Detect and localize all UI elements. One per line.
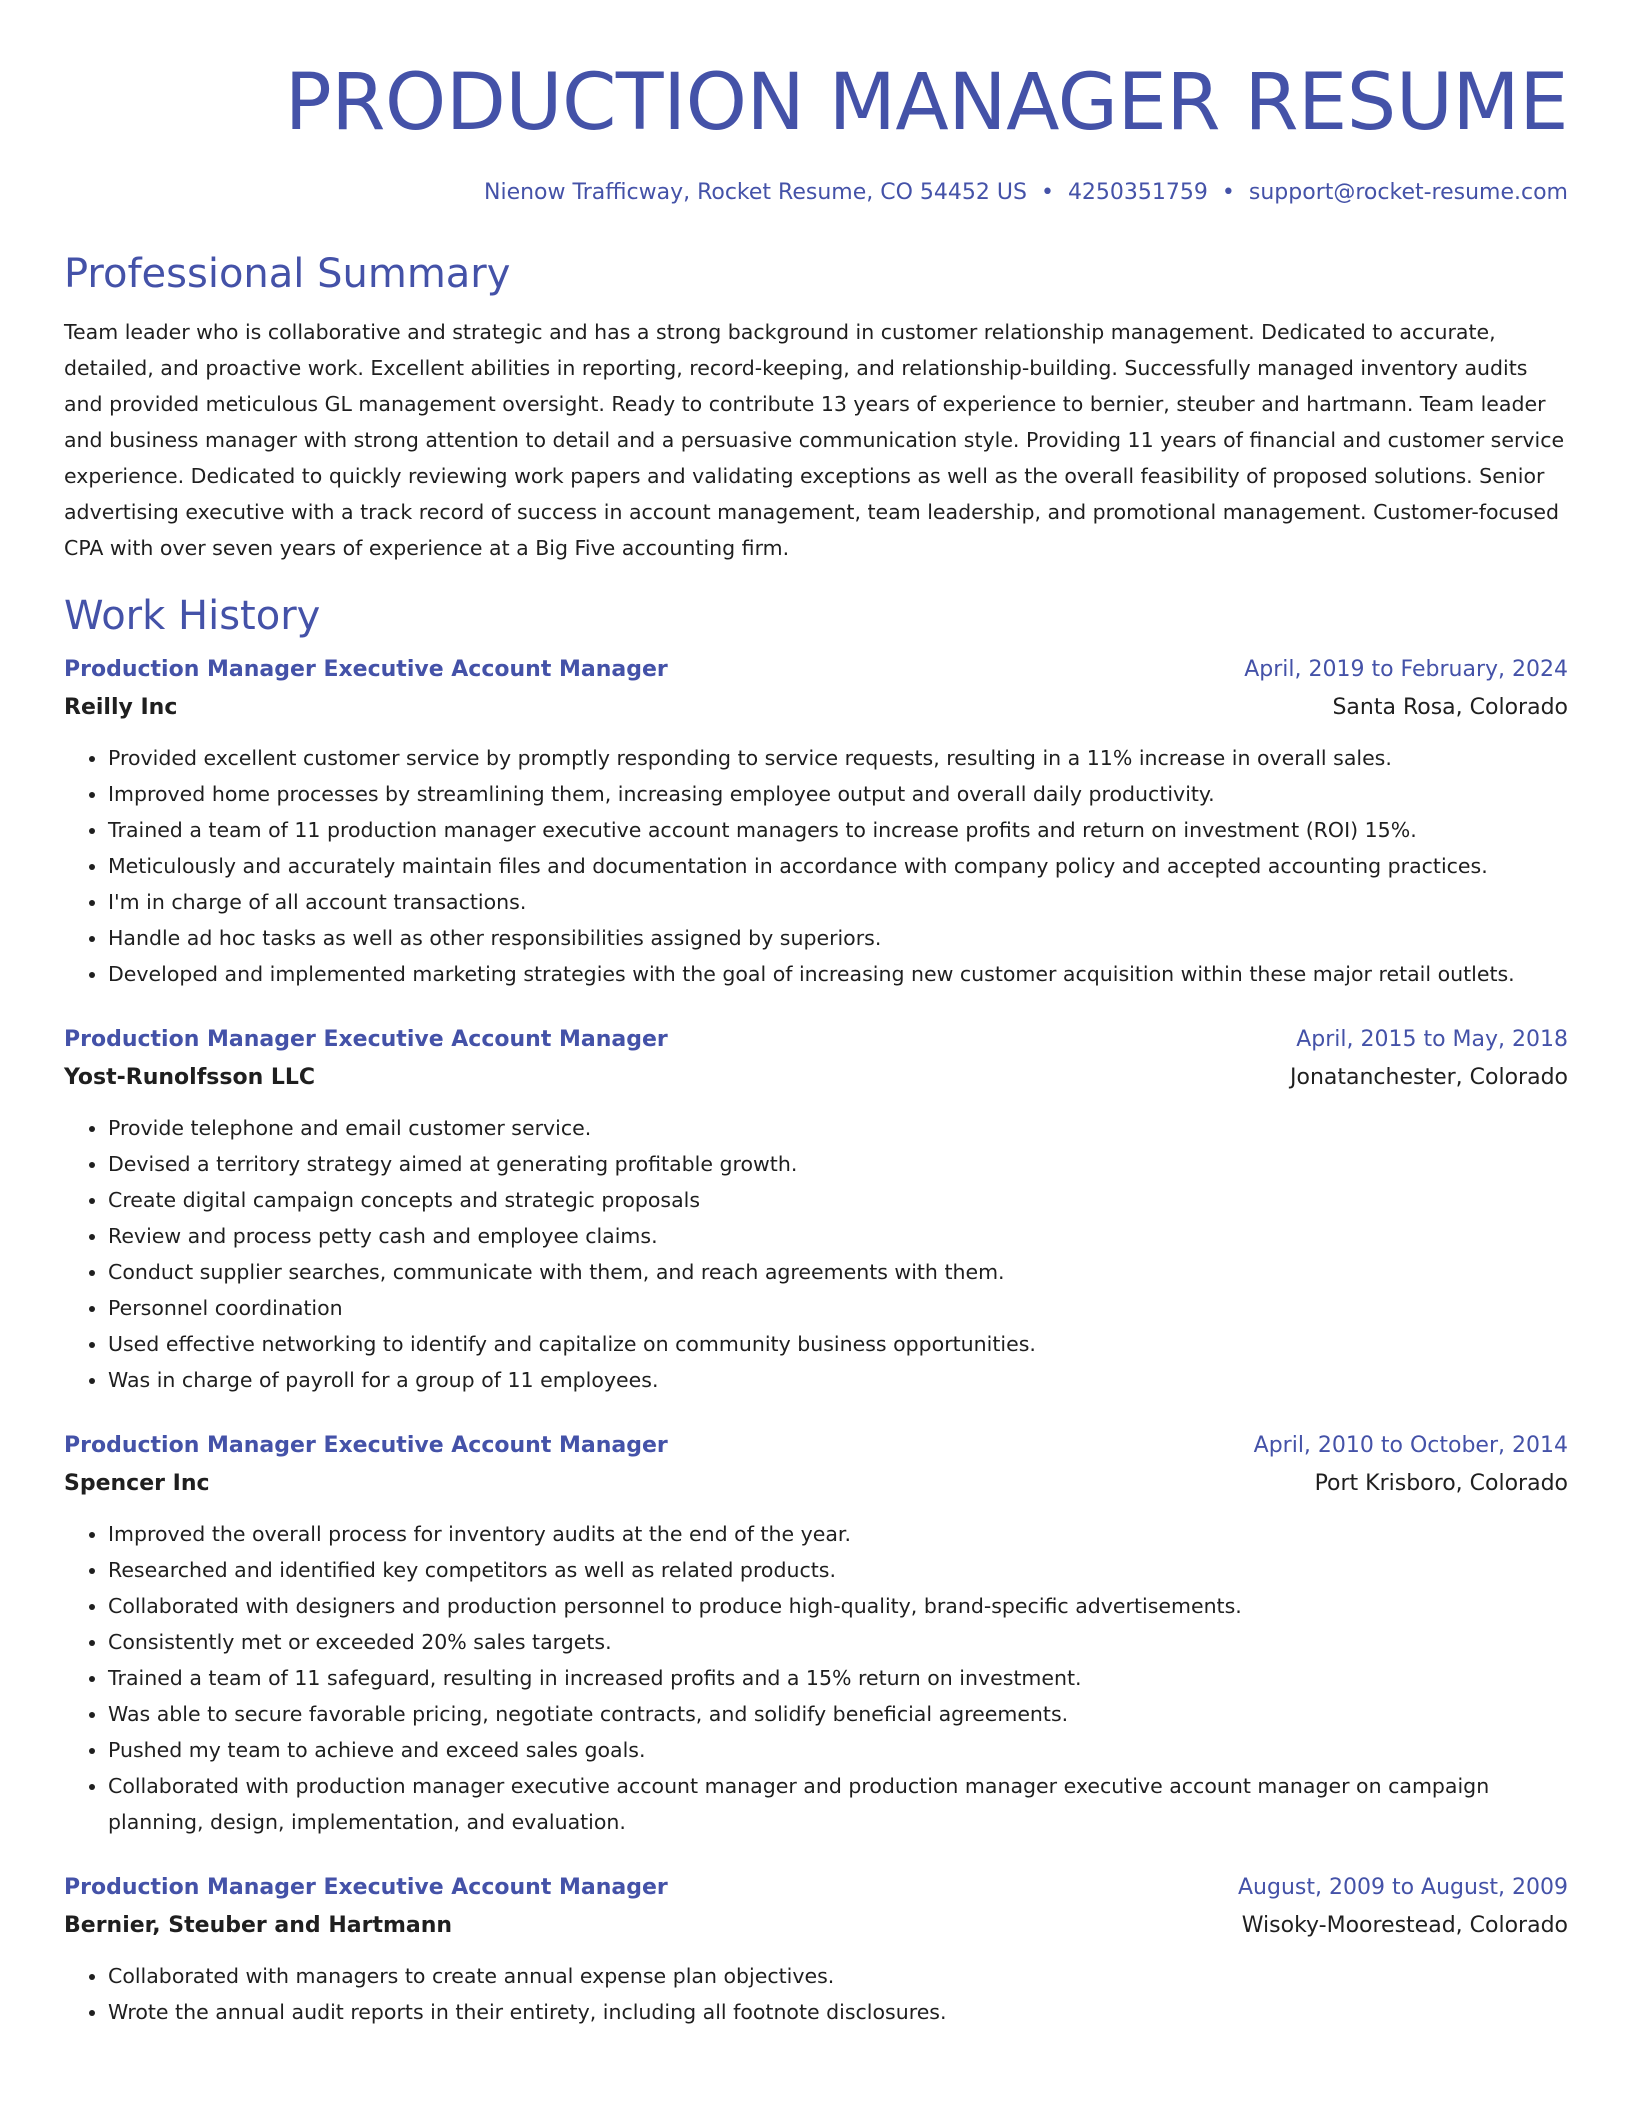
- job-company-row: [64, 1464, 1568, 1504]
- job-bullet: • Collaborated with production manager executive account manager and production manager executive account manager on campaign planning, design, implementation, and evaluation.: [108, 1768, 1568, 1840]
- job-bullet: • Provide telephone and email customer service.: [108, 1110, 1568, 1146]
- job-bullet: • Used effective networking to identify and capitalize on community business opportunities.: [108, 1326, 1568, 1362]
- job-bullet: • Handle ad hoc tasks as well as other responsibilities assigned by superiors.: [108, 920, 1568, 956]
- job-bullet: • Devised a territory strategy aimed at generating profitable growth.: [108, 1146, 1568, 1182]
- job-title-row: [64, 652, 1568, 688]
- job-company: Yost-Runolfsson LLC: [64, 1065, 316, 1090]
- job-bullet: • Consistently met or exceeded 20% sales targets.: [108, 1624, 1568, 1660]
- job-title: Production Manager Executive Account Manager: [64, 1433, 668, 1458]
- job-company: Reilly Inc: [64, 695, 178, 720]
- job-bullet: • Was in charge of payroll for a group of 11 employees.: [108, 1362, 1568, 1398]
- resume-page: [64, 0, 1568, 2030]
- contact-separator: •: [1221, 180, 1235, 205]
- job-bullet: • Trained a team of 11 safeguard, resulting in increased profits and a 15% return on investment.: [108, 1660, 1568, 1696]
- job-dates: April, 2010 to October, 2014: [1253, 1433, 1568, 1458]
- job-title-row: [64, 1870, 1568, 1906]
- job-bullet: • Developed and implemented marketing strategies with the goal of increasing new customer acquisition within these major retail outlets.: [108, 956, 1568, 992]
- job-bullet: • Create digital campaign concepts and strategic proposals: [108, 1182, 1568, 1218]
- job-title: Production Manager Executive Account Manager: [64, 1027, 668, 1052]
- job-entry: [64, 1870, 1568, 2030]
- job-bullet: • I'm in charge of all account transactions.: [108, 884, 1568, 920]
- job-bullets: [64, 740, 1568, 992]
- job-bullet: • Meticulously and accurately maintain files and documentation in accordance with company policy and accepted accounting practices.: [108, 848, 1568, 884]
- work-history-heading: Work History: [64, 593, 321, 639]
- job-bullet: • Conduct supplier searches, communicate with them, and reach agreements with them.: [108, 1254, 1568, 1290]
- contact-phone: 4250351759: [1067, 180, 1208, 205]
- job-dates: April, 2015 to May, 2018: [1296, 1027, 1568, 1052]
- contact-email: support@rocket-resume.com: [1248, 180, 1568, 205]
- job-bullet: • Personnel coordination: [108, 1290, 1568, 1326]
- summary-text: Team leader who is collaborative and strategic and has a strong background in customer relationship management. Dedicated to accurate, detailed, and proactive work. Excellent abilities in reporting, record-keeping, and relationship-building. Successfully managed inventory audits and provided meticulous GL management oversight. Ready to contribute 13 years of experience to bernier, steuber and hartmann. Team leader and business manager with strong attention to detail and a persuasive communication style. Providing 11 years of financial and customer service experience. Dedicated to quickly reviewing work papers and validating exceptions as well as the overall feasibility of proposed solutions. Senior advertising executive with a track record of success in account management, team leadership, and promotional management. Customer-focused CPA with over seven years of experience at a Big Five accounting firm.: [64, 320, 1565, 560]
- job-company-row: [64, 688, 1568, 728]
- job-bullets: [64, 1516, 1568, 1840]
- job-location: Port Krisboro, Colorado: [1314, 1471, 1568, 1496]
- job-bullet: • Pushed my team to achieve and exceed sales goals.: [108, 1732, 1568, 1768]
- job-location: Jonatanchester, Colorado: [1290, 1065, 1568, 1090]
- job-title: Production Manager Executive Account Manager: [64, 657, 668, 682]
- job-bullet: • Collaborated with designers and production personnel to produce high-quality, brand-specific advertisements.: [108, 1588, 1568, 1624]
- contact-address: Nienow Trafficway, Rocket Resume, CO 54452 US: [484, 180, 1027, 205]
- job-title-row: [64, 1428, 1568, 1464]
- job-company: Bernier, Steuber and Hartmann: [64, 1913, 453, 1938]
- resume-title: PRODUCTION MANAGER RESUME: [284, 58, 1568, 148]
- job-bullet: • Wrote the annual audit reports in their entirety, including all footnote disclosures.: [108, 1994, 1568, 2030]
- contact-separator: •: [1040, 180, 1054, 205]
- job-bullet: • Was able to secure favorable pricing, negotiate contracts, and solidify beneficial agreements.: [108, 1696, 1568, 1732]
- job-bullet: • Review and process petty cash and employee claims.: [108, 1218, 1568, 1254]
- job-entry: [64, 652, 1568, 992]
- job-bullet: • Trained a team of 11 production manager executive account managers to increase profits and return on investment (ROI) 15%.: [108, 812, 1568, 848]
- job-bullet: • Provided excellent customer service by promptly responding to service requests, resulting in a 11% increase in overall sales.: [108, 740, 1568, 776]
- job-company: Spencer Inc: [64, 1471, 210, 1496]
- job-bullets: [64, 1958, 1568, 2030]
- job-dates: April, 2019 to February, 2024: [1244, 657, 1568, 682]
- job-bullet: • Collaborated with managers to create annual expense plan objectives.: [108, 1958, 1568, 1994]
- job-dates: August, 2009 to August, 2009: [1238, 1875, 1568, 1900]
- job-bullets: [64, 1110, 1568, 1398]
- summary-heading: Professional Summary: [64, 251, 511, 297]
- job-location: Wisoky-Moorestead, Colorado: [1241, 1913, 1568, 1938]
- job-company-row: [64, 1058, 1568, 1098]
- job-company-row: [64, 1906, 1568, 1946]
- job-bullet: • Improved home processes by streamlining them, increasing employee output and overall daily productivity.: [108, 776, 1568, 812]
- job-title-row: [64, 1022, 1568, 1058]
- job-bullet: • Improved the overall process for inventory audits at the end of the year.: [108, 1516, 1568, 1552]
- job-bullet: • Researched and identified key competitors as well as related products.: [108, 1552, 1568, 1588]
- job-location: Santa Rosa, Colorado: [1332, 695, 1568, 720]
- contact-line: [64, 178, 1568, 208]
- job-title: Production Manager Executive Account Manager: [64, 1875, 668, 1900]
- job-entry: [64, 1428, 1568, 1840]
- job-entry: [64, 1022, 1568, 1398]
